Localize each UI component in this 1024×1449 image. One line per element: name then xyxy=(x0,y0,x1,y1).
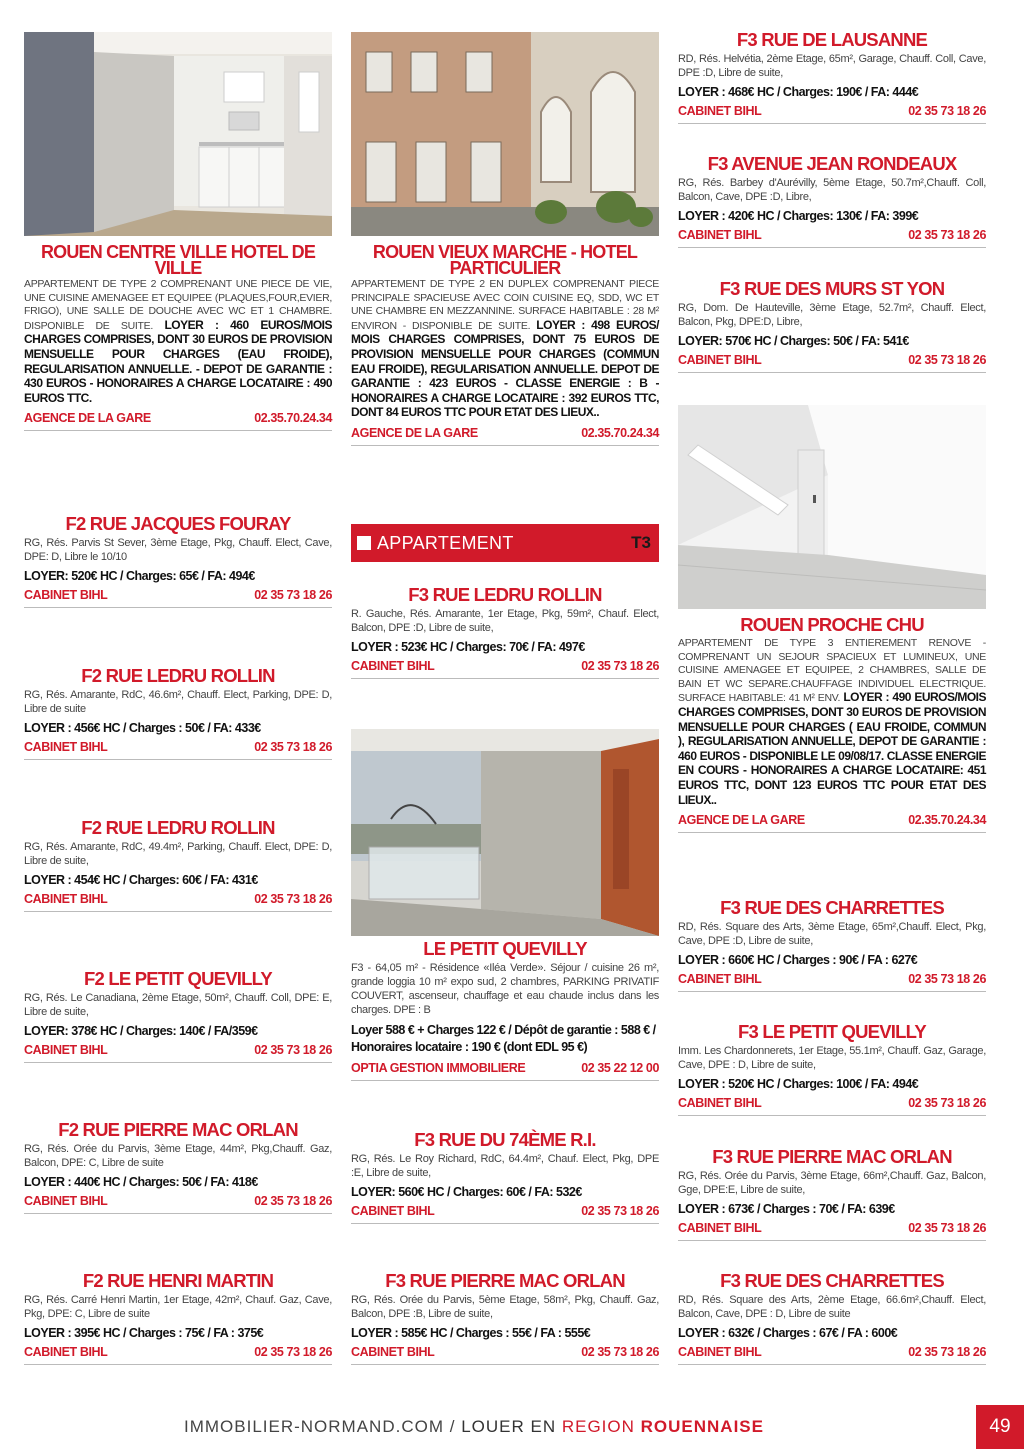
agency-name: CABINET BIHL xyxy=(24,1345,108,1359)
agency-phone: 02.35.70.24.34 xyxy=(908,813,986,828)
ad-desc-terms: LOYER : 490 EUROS/MOIS CHARGES COMPRISES, DONT 30 EUROS DE PROVISION MENSUELLE POUR CHARGES ( EAU FROIDE, COMMUN ), REGULARISATION ANNUELLE, DEPOT DE GARANTIE : 460 EUROS - DISPONIBLE LE 09/08/17. CLASSE ENERGIE EN COURS - HONORAIRES A CHARGE LOCATAIRE: 451 EUROS TTC, DONT 123 EUROS TTC POUR ETAT DES LIEUX.. xyxy=(678,690,986,807)
agency-name: AGENCE DE LA GARE xyxy=(678,813,805,828)
agency-phone: 02.35.70.24.34 xyxy=(254,411,332,426)
agency-phone: 02 35 73 18 26 xyxy=(908,104,986,118)
ad-title: F2 LE PETIT QUEVILLY xyxy=(84,968,272,989)
ad-price: LOYER : 673€ / Charges : 70€ / FA: 639€ xyxy=(678,1202,895,1216)
ad-price: LOYER : 585€ HC / Charges : 55€ / FA : 555€ xyxy=(351,1326,591,1340)
footer-slash: / xyxy=(449,1417,456,1436)
photo-attic-room xyxy=(678,405,986,609)
ad-title: F2 RUE PIERRE MAC ORLAN xyxy=(58,1119,298,1140)
agency-phone: 02 35 73 18 26 xyxy=(908,972,986,986)
ad-title: F3 RUE DES MURS ST YON xyxy=(719,278,945,299)
page-footer xyxy=(0,1405,1024,1449)
ad-agency-row xyxy=(351,426,659,446)
ad-title: F3 RUE DES CHARRETTES xyxy=(720,897,944,918)
ad-agency-row xyxy=(24,1043,332,1063)
ad-title: F2 RUE LEDRU ROLLIN xyxy=(81,665,275,686)
footer-city: ROUENNAISE xyxy=(640,1417,764,1436)
ad-desc-text: APPARTEMENT DE TYPE 2 EN DUPLEX COMPRENANT PIECE PRINCIPALE SPACIEUSE AVEC COIN CUISINE EQ, SDD, WC ET UNE CHAMBRE EN MEZZANNINE. SURFACE HABITABLE : 28 M² ENVIRON - DISPONIBLE DE SUITE. xyxy=(351,278,659,332)
agency-name: AGENCE DE LA GARE xyxy=(24,411,151,426)
ad-f3-74eme-ri[interactable] xyxy=(351,1130,659,1224)
agency-name: CABINET BIHL xyxy=(678,228,762,242)
ad-price: LOYER: 520€ HC / Charges: 65€ / FA: 494€ xyxy=(24,569,255,583)
ad-price: LOYER: 570€ HC / Charges: 50€ / FA: 541€ xyxy=(678,334,909,348)
ad-description: R. Gauche, Rés. Amarante, 1er Etage, Pkg, 59m², Chauf. Elect, Balcon, DPE :D, Libre de suite, xyxy=(351,608,659,634)
ad-price: LOYER : 440€ HC / Charges: 50€ / FA: 418€ xyxy=(24,1175,258,1189)
ad-price: Loyer 588 € + Charges 122 € / Dépôt de garantie : 588 € / Honoraires locataire : 190 € (dont EDL 95 €) xyxy=(351,1023,656,1054)
agency-phone: 02 35 73 18 26 xyxy=(908,353,986,367)
ad-description: F3 - 64,05 m² - Résidence «Iléa Verde». Séjour / cuisine 26 m², grande loggia 10 m² expo sud, 2 chambres, PARKING PRIVATIF COUVERT, ascenseur, chauffage et eau chaude inclus dans les charges. DPE : B xyxy=(351,962,659,1016)
ad-description: Imm. Les Chardonnerets, 1er Etage, 55.1m², Chauff. Gaz, Garage, Cave, DPE : D, Libre de suite, xyxy=(678,1045,986,1071)
ad-title: F3 RUE DE LAUSANNE xyxy=(736,29,928,50)
page-number: 49 xyxy=(976,1405,1024,1449)
ad-description: RG, Rés. Orée du Parvis, 5ème Etage, 58m², Pkg, Chauff. Gaz, Balcon, DPE :B, Libre de suite, xyxy=(351,1294,659,1320)
agency-name: CABINET BIHL xyxy=(24,1194,108,1208)
ad-title: F3 RUE PIERRE MAC ORLAN xyxy=(385,1270,625,1291)
ad-agency-row xyxy=(24,1194,332,1214)
footer-text xyxy=(184,1417,764,1437)
ad-title: ROUEN CENTRE VILLE HOTEL DE VILLE xyxy=(40,242,316,278)
photo-kitchenette xyxy=(24,32,332,236)
ad-title: F3 LE PETIT QUEVILLY xyxy=(738,1021,926,1042)
ad-f3-charrettes-2[interactable] xyxy=(678,1271,986,1365)
ad-price: LOYER : 523€ HC / Charges: 70€ / FA: 497€ xyxy=(351,640,585,654)
ad-agency-row xyxy=(678,1345,986,1365)
ad-agency-row xyxy=(678,353,986,373)
ad-f2-jacques-fouray[interactable] xyxy=(24,514,332,608)
ad-description: RG, Rés. Le Roy Richard, RdC, 64.4m², Chauf. Elect, Pkg, DPE :E, Libre de suite, xyxy=(351,1153,659,1179)
ad-description xyxy=(351,278,659,421)
ad-agency-row xyxy=(351,1061,659,1081)
ad-agency-row xyxy=(24,892,332,912)
agency-phone: 02 35 73 18 26 xyxy=(254,892,332,906)
ad-title: F3 RUE DU 74ÈME R.I. xyxy=(414,1129,596,1150)
ad-rouen-proche-chu[interactable] xyxy=(678,615,986,833)
agency-phone: 02 35 73 18 26 xyxy=(254,1345,332,1359)
footer-site[interactable]: IMMOBILIER-NORMAND.COM xyxy=(183,1417,444,1436)
ad-description: RG, Rés. Carré Henri Martin, 1er Etage, 42m², Chauf. Gaz, Cave, Pkg, DPE: C, Libre de suite xyxy=(24,1294,332,1320)
ad-description: RG, Rés. Amarante, RdC, 49.4m², Parking, Chauff. Elect, DPE: D, Libre de suite, xyxy=(24,841,332,867)
ad-f3-jean-rondeaux[interactable] xyxy=(678,154,986,248)
ad-rouen-centre-ville[interactable] xyxy=(24,244,332,431)
agency-phone: 02 35 73 18 26 xyxy=(254,1043,332,1057)
ad-agency-row xyxy=(351,659,659,679)
agency-phone: 02 35 22 12 00 xyxy=(581,1061,659,1075)
agency-phone: 02 35 73 18 26 xyxy=(908,228,986,242)
ad-description xyxy=(24,278,332,406)
ad-rouen-vieux-marche[interactable] xyxy=(351,244,659,446)
category-type: T3 xyxy=(631,533,651,552)
ad-f2-ledru-rollin-1[interactable] xyxy=(24,666,332,760)
ad-le-petit-quevilly[interactable] xyxy=(351,939,659,1081)
ad-title: ROUEN VIEUX MARCHE - HOTEL PARTICULIER xyxy=(372,242,638,278)
agency-name: CABINET BIHL xyxy=(24,892,108,906)
ad-price: LOYER : 456€ HC / Charges : 50€ / FA: 433€ xyxy=(24,721,261,735)
ad-price: LOYER : 520€ HC / Charges: 100€ / FA: 494€ xyxy=(678,1077,919,1091)
ad-price: LOYER : 632€ / Charges : 67€ / FA : 600€ xyxy=(678,1326,898,1340)
ad-description xyxy=(678,637,986,808)
footer-louer: LOUER EN xyxy=(461,1417,557,1436)
ad-agency-row xyxy=(678,228,986,248)
agency-name: OPTIA GESTION IMMOBILIERE xyxy=(351,1061,526,1075)
ad-description: RG, Rés. Orée du Parvis, 3ème Etage, 44m², Pkg,Chauff. Gaz, Balcon, DPE: C, Libre de suite xyxy=(24,1143,332,1169)
ad-agency-row xyxy=(678,813,986,833)
agency-phone: 02 35 73 18 26 xyxy=(254,588,332,602)
ad-price: LOYER : 395€ HC / Charges : 75€ / FA : 375€ xyxy=(24,1326,264,1340)
agency-name: CABINET BIHL xyxy=(24,1043,108,1057)
ad-f3-petit-quevilly[interactable] xyxy=(678,1022,986,1116)
agency-phone: 02 35 73 18 26 xyxy=(254,740,332,754)
ad-agency-row xyxy=(678,972,986,992)
ad-description: RG, Rés. Barbey d'Aurévilly, 5ème Etage, 50.7m²,Chauff. Coll, Balcon, Cave, DPE :D, Libre, xyxy=(678,177,986,203)
ad-description: RG, Rés. Le Canadiana, 2ème Etage, 50m², Chauff. Coll, DPE: E, Libre de suite, xyxy=(24,992,332,1018)
agency-phone: 02 35 73 18 26 xyxy=(581,659,659,673)
agency-phone: 02 35 73 18 26 xyxy=(581,1345,659,1359)
ad-f2-pierre-mac-orlan[interactable] xyxy=(24,1120,332,1214)
ad-price: LOYER : 454€ HC / Charges: 60€ / FA: 431€ xyxy=(24,873,258,887)
agency-phone: 02 35 73 18 26 xyxy=(908,1221,986,1235)
category-header xyxy=(351,524,659,562)
ad-agency-row xyxy=(351,1204,659,1224)
ad-description: RD, Rés. Helvétia, 2ème Etage, 65m², Garage, Chauff. Coll, Cave, DPE :D, Libre de suite, xyxy=(678,53,986,79)
agency-phone: 02 35 73 18 26 xyxy=(581,1204,659,1218)
ad-f3-ledru-rollin[interactable] xyxy=(351,585,659,679)
ad-title: F3 RUE PIERRE MAC ORLAN xyxy=(712,1146,952,1167)
ad-f3-charrettes-1[interactable] xyxy=(678,898,986,992)
photo-loggia xyxy=(351,729,659,936)
agency-name: CABINET BIHL xyxy=(678,1096,762,1110)
ad-agency-row xyxy=(678,1096,986,1116)
agency-phone: 02.35.70.24.34 xyxy=(581,425,659,440)
agency-name: CABINET BIHL xyxy=(351,1345,435,1359)
ad-agency-row xyxy=(24,588,332,608)
ad-f3-pierre-mac-orlan-2[interactable] xyxy=(351,1271,659,1365)
ad-desc-terms: LOYER : 498 EUROS/ MOIS CHARGES COMPRISES, DONT 75 EUROS DE PROVISION MENSUELLE POUR CHARGES (COMMUN EAU FROIDE), REGULARISATION ANNUELLE. DEPOT DE GARANTIE : 423 EUROS - CLASSE ENERGIE : B - HONORAIRES A CHARGE LOCATAIRE : 392 EUROS TTC, DONT 84 EUROS TTC POUR ETAT DES LIEUX.. xyxy=(351,317,659,420)
ad-agency-row xyxy=(678,1221,986,1241)
agency-phone: 02 35 73 18 26 xyxy=(908,1096,986,1110)
ad-f3-murs-st-yon[interactable] xyxy=(678,279,986,373)
ad-title: F2 RUE LEDRU ROLLIN xyxy=(81,817,275,838)
ad-title: F2 RUE JACQUES FOURAY xyxy=(65,513,291,534)
agency-name: CABINET BIHL xyxy=(678,104,762,118)
category-label: APPARTEMENT xyxy=(377,532,514,553)
ad-price: LOYER : 660€ HC / Charges : 90€ / FA : 627€ xyxy=(678,953,918,967)
ad-f3-lausanne[interactable] xyxy=(678,30,986,124)
agency-name: CABINET BIHL xyxy=(678,972,762,986)
ad-price: LOYER : 420€ HC / Charges: 130€ / FA: 399€ xyxy=(678,209,919,223)
ad-description: RD, Rés. Square des Arts, 3ème Etage, 65m²,Chauff. Elect, Pkg, Cave, DPE :D, Libre de suite, xyxy=(678,921,986,947)
ad-description: RG, Rés. Amarante, RdC, 46.6m², Chauff. Elect, Parking, DPE: D, Libre de suite xyxy=(24,689,332,715)
ad-title: LE PETIT QUEVILLY xyxy=(423,938,587,959)
ad-f2-ledru-rollin-2[interactable] xyxy=(24,818,332,912)
agency-name: CABINET BIHL xyxy=(678,1221,762,1235)
ad-description: RG, Rés. Orée du Parvis, 3ème Etage, 66m²,Chauff. Gaz, Balcon, Gge, DPE:E, Libre de suite, xyxy=(678,1170,986,1196)
ad-description: RD, Rés. Square des Arts, 2ème Etage, 66.6m²,Chauff. Elect, Balcon, Cave, DPE : D, Libre de suite xyxy=(678,1294,986,1320)
ad-agency-row xyxy=(24,1345,332,1365)
ad-agency-row xyxy=(678,104,986,124)
ad-description: RG, Rés. Parvis St Sever, 3ème Etage, Pkg, Chauff. Elect, Cave, DPE: D, Libre le 10/10 xyxy=(24,537,332,563)
agency-name: CABINET BIHL xyxy=(678,1345,762,1359)
ad-f2-petit-quevilly[interactable] xyxy=(24,969,332,1063)
ad-description: RG, Dom. De Hauteville, 3ème Etage, 52.7m², Chauff. Elect, Balcon, Pkg, DPE:D, Libre, xyxy=(678,302,986,328)
ad-desc-text: APPARTEMENT DE TYPE 2 COMPRENANT UNE PIECE DE VIE, UNE CUISINE AMENAGEE ET EQUIPEE (PLAQUES,FOUR,EVIER, FRIGO), UNE SALLE DE DOUCHE AVEC WC ET 1 CHAMBRE. DISPONIBLE DE SUITE. xyxy=(24,278,332,332)
ad-price: LOYER: 378€ HC / Charges: 140€ / FA/359€ xyxy=(24,1024,258,1038)
ad-title: ROUEN PROCHE CHU xyxy=(740,614,924,635)
ad-title: F3 RUE DES CHARRETTES xyxy=(720,1270,944,1291)
ad-price: LOYER: 560€ HC / Charges: 60€ / FA: 532€ xyxy=(351,1185,582,1199)
agency-phone: 02 35 73 18 26 xyxy=(908,1345,986,1359)
ad-title: F3 AVENUE JEAN RONDEAUX xyxy=(707,153,957,174)
agency-name: AGENCE DE LA GARE xyxy=(351,425,478,440)
agency-name: CABINET BIHL xyxy=(24,588,108,602)
ad-price: LOYER : 468€ HC / Charges: 190€ / FA: 444€ xyxy=(678,85,919,99)
ad-f2-henri-martin[interactable] xyxy=(24,1271,332,1365)
ad-agency-row xyxy=(24,411,332,431)
photo-courtyard xyxy=(351,32,659,236)
category-label-wrap xyxy=(357,533,514,554)
agency-name: CABINET BIHL xyxy=(351,1204,435,1218)
ad-desc-terms: LOYER : 460 EUROS/MOIS CHARGES COMPRISES, DONT 30 EUROS DE PROVISION MENSUELLE POUR CHARGES (EAU FROIDE), REGULARISATION ANNUELLE. - DEPOT DE GARANTIE : 430 EUROS - HONORAIRES A CHARGE LOCATAIRE : 490 EUROS TTC. xyxy=(24,317,332,405)
ad-desc-text: APPARTEMENT DE TYPE 3 ENTIEREMENT RENOVE - COMPRENANT UN SEJOUR SPACIEUX ET LUMINEUX, UNE CUISINE AMENAGEE ET EQUIPEE, 2 CHAMBRES, SALLE DE BAIN ET WC SEPARE.CHAUFFAGE INDIVIDUEL ELECTRIQUE. SURFACE HABITABLE: 41 M² ENV. xyxy=(678,637,986,705)
ad-agency-row xyxy=(351,1345,659,1365)
ad-f3-pierre-mac-orlan-1[interactable] xyxy=(678,1147,986,1241)
agency-name: CABINET BIHL xyxy=(24,740,108,754)
agency-name: CABINET BIHL xyxy=(678,353,762,367)
ad-title: F3 RUE LEDRU ROLLIN xyxy=(408,584,602,605)
footer-region: REGION xyxy=(561,1417,635,1436)
ad-title: F2 RUE HENRI MARTIN xyxy=(82,1270,274,1291)
agency-phone: 02 35 73 18 26 xyxy=(254,1194,332,1208)
square-icon xyxy=(357,536,371,550)
agency-name: CABINET BIHL xyxy=(351,659,435,673)
ad-agency-row xyxy=(24,740,332,760)
